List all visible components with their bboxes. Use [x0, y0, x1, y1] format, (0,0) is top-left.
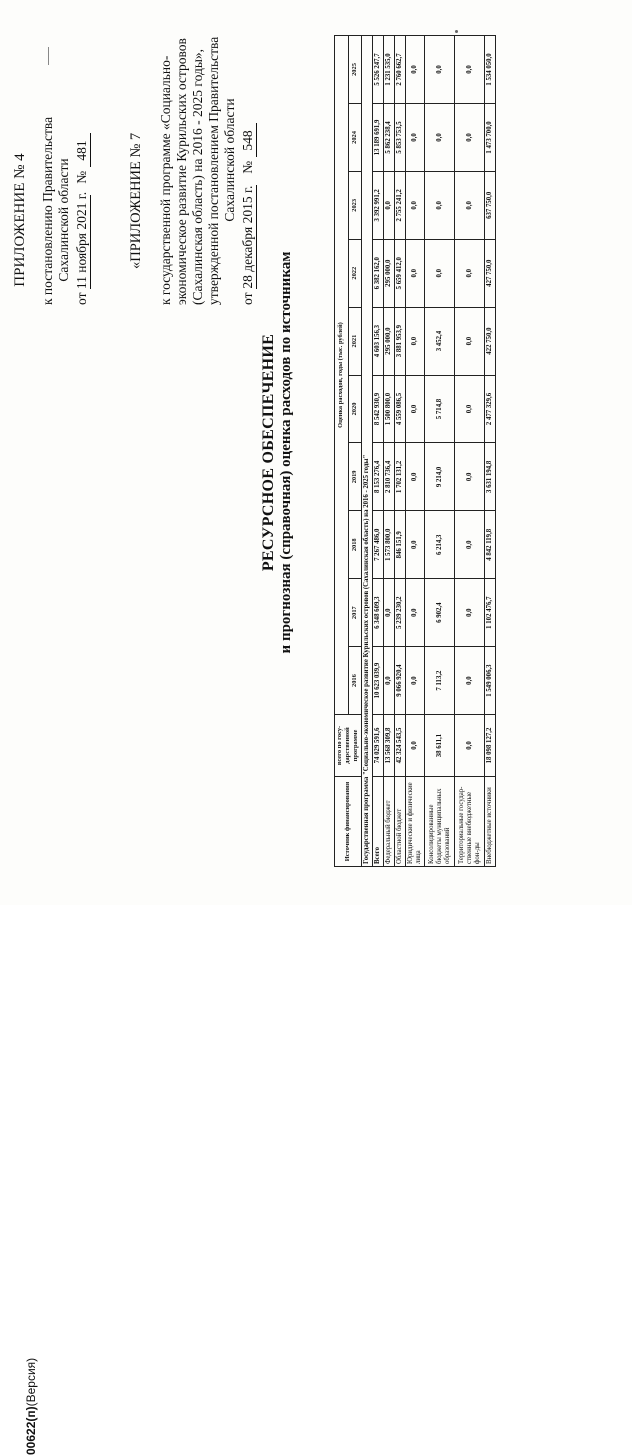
- table-cell: 5 853 753,5: [395, 103, 406, 171]
- row-total: 0,0: [406, 715, 425, 777]
- table-cell: 9 214,0: [425, 443, 455, 511]
- footer-version: (Версия): [24, 1357, 38, 1407]
- table-cell: 2 755 241,2: [395, 171, 406, 239]
- appendix-4-line1: к постановлению Правительства: [40, 116, 55, 305]
- table-cell: 2 477 329,6: [485, 375, 496, 443]
- table-cell: 5 659 412,0: [395, 239, 406, 307]
- row-total: 18 098 127,2: [485, 715, 496, 777]
- appendix-7-block: [128, 15, 257, 305]
- appendix-4-from: от: [74, 292, 89, 305]
- table-body: [362, 36, 496, 867]
- row-label: Юридические и физические лица: [406, 777, 425, 867]
- table-cell: 0,0: [425, 171, 455, 239]
- table-cell: 4 603 156,3: [373, 307, 384, 375]
- appendix-7-line5: Сахалинской области: [222, 98, 237, 222]
- row-total: 42 324 543,5: [395, 715, 406, 777]
- table-cell: 637 750,0: [485, 171, 496, 239]
- table-cell: 1 549 006,3: [485, 647, 496, 715]
- appendix-7-line1: к государственной программе «Социально-: [158, 55, 173, 305]
- year-header: 2016: [348, 647, 362, 715]
- row-label: Областной бюджет: [395, 777, 406, 867]
- row-total: 0,0: [455, 715, 485, 777]
- year-header: 2017: [348, 579, 362, 647]
- appendix-7-line4: утвержденной постановлением Правительства: [206, 36, 221, 305]
- table-cell: 422 750,0: [485, 307, 496, 375]
- table-cell: 0,0: [455, 579, 485, 647]
- table-cell: 0,0: [455, 36, 485, 104]
- row-total: 13 568 309,8: [384, 715, 395, 777]
- table-row: [384, 36, 395, 867]
- table-cell: 3 881 953,9: [395, 307, 406, 375]
- table-cell: 2 760 662,7: [395, 36, 406, 104]
- table-cell: 0,0: [455, 511, 485, 579]
- table-cell: 6 902,4: [425, 579, 455, 647]
- scan-mark: [455, 30, 458, 33]
- header-estimate: Оценка расходов, годы (тыс. рублей): [335, 36, 349, 715]
- version-footer: [24, 1358, 38, 1455]
- appendix-4-line2: Сахалинской области: [56, 158, 71, 282]
- appendix-7-from: от: [240, 292, 255, 305]
- table-cell: 0,0: [455, 375, 485, 443]
- table-cell: 8 542 930,9: [373, 375, 384, 443]
- table-cell: 5 239 230,2: [395, 579, 406, 647]
- row-label: Территориальные государ-ственные внебюджетные фон-ды: [455, 777, 485, 867]
- table-cell: 5 714,8: [425, 375, 455, 443]
- table-cell: 427 750,0: [485, 239, 496, 307]
- row-total: 38 611,1: [425, 715, 455, 777]
- table-cell: 0,0: [425, 239, 455, 307]
- table-cell: 10 623 039,9: [373, 647, 384, 715]
- table-cell: 5 526 247,7: [373, 36, 384, 104]
- appendix-4-number: 481: [74, 134, 91, 168]
- table-cell: 1 534 050,0: [485, 36, 496, 104]
- table-cell: 0,0: [455, 239, 485, 307]
- resource-table: [334, 35, 496, 867]
- table-cell: 0,0: [406, 103, 425, 171]
- year-header: 2024: [348, 103, 362, 171]
- appendix-4-block: [12, 116, 91, 305]
- table-cell: 8 153 276,4: [373, 443, 384, 511]
- table-row: [406, 36, 425, 867]
- appendix-7-number: 548: [240, 124, 257, 158]
- footer-code: 00622(п): [24, 1406, 38, 1455]
- table-cell: 0,0: [406, 375, 425, 443]
- table-cell: 4 559 086,5: [395, 375, 406, 443]
- table-cell: 5 862 238,4: [384, 103, 395, 171]
- table-cell: 846 151,9: [395, 511, 406, 579]
- table-cell: 1 573 800,0: [384, 511, 395, 579]
- table-cell: 295 000,0: [384, 307, 395, 375]
- appendix-7-heading: «ПРИЛОЖЕНИЕ № 7: [128, 132, 144, 269]
- table-cell: 1 702 131,2: [395, 443, 406, 511]
- row-label: Всего: [373, 777, 384, 867]
- table-cell: 3 631 194,8: [485, 443, 496, 511]
- table-cell: 7 267 486,0: [373, 511, 384, 579]
- table-cell: 6 214,3: [425, 511, 455, 579]
- table-cell: 0,0: [406, 239, 425, 307]
- year-header: 2025: [348, 36, 362, 104]
- appendix-7-no: №: [240, 160, 255, 174]
- table-row: [373, 36, 384, 867]
- table-cell: 0,0: [406, 647, 425, 715]
- table-row: [485, 36, 496, 867]
- table-row: [425, 36, 455, 867]
- table-cell: 0,0: [406, 443, 425, 511]
- table-cell: 0,0: [384, 171, 395, 239]
- table-cell: 0,0: [455, 443, 485, 511]
- program-title: Государственная программа "Социально-экономическое развитие Курильских островов (Сахалинская область) на 2016 - 2025 годы": [362, 36, 373, 867]
- table-cell: 295 000,0: [384, 239, 395, 307]
- table-cell: 1 473 700,0: [485, 103, 496, 171]
- appendix-7-line2: экономическое развитие Курильских островов: [174, 38, 189, 305]
- header-total: всего по госу-дарственной программе: [335, 715, 362, 777]
- header-source: Источник финансирования: [335, 777, 362, 867]
- table-cell: 0,0: [455, 307, 485, 375]
- table-cell: 2 810 736,4: [384, 443, 395, 511]
- table-cell: 0,0: [425, 103, 455, 171]
- year-header: 2020: [348, 375, 362, 443]
- appendix-4-no: №: [74, 170, 89, 184]
- table-cell: 0,0: [384, 579, 395, 647]
- table-cell: 0,0: [384, 647, 395, 715]
- year-header: 2018: [348, 511, 362, 579]
- table-cell: 0,0: [406, 171, 425, 239]
- table-cell: 9 066 920,4: [395, 647, 406, 715]
- year-header: 2021: [348, 307, 362, 375]
- table-row: [455, 36, 485, 867]
- table-cell: 1 500 800,0: [384, 375, 395, 443]
- table-cell: 3 392 991,2: [373, 171, 384, 239]
- document-subtitle: и прогнозная (справочная) оценка расходов по источникам: [278, 251, 294, 654]
- document-title: РЕСУРСНОЕ ОБЕСПЕЧЕНИЕ: [260, 333, 277, 572]
- row-label: Консолидированные бюджеты муниципальных образований: [425, 777, 455, 867]
- table-cell: 0,0: [406, 511, 425, 579]
- table-cell: 0,0: [406, 36, 425, 104]
- year-header: 2022: [348, 239, 362, 307]
- scan-tick: [48, 47, 49, 65]
- row-total: 74 029 591,6: [373, 715, 384, 777]
- table-cell: 0,0: [455, 171, 485, 239]
- table-cell: 7 113,2: [425, 647, 455, 715]
- row-label: Внебюджетные источники: [485, 777, 496, 867]
- table-cell: 4 842 119,8: [485, 511, 496, 579]
- appendix-7-date: 28 декабря 2015 г.: [240, 185, 255, 289]
- program-row: [362, 36, 373, 867]
- table-cell: 0,0: [406, 307, 425, 375]
- table-row: [395, 36, 406, 867]
- table-cell: 1 102 476,7: [485, 579, 496, 647]
- appendix-7-line3: (Сахалинская область) на 2016 - 2025 годы»,: [190, 48, 205, 305]
- table-cell: 1 231 535,0: [384, 36, 395, 104]
- table-cell: 0,0: [425, 36, 455, 104]
- table-cell: 6 348 609,3: [373, 579, 384, 647]
- appendix-4-date: 11 ноября 2021 г.: [74, 191, 89, 290]
- year-header: 2019: [348, 443, 362, 511]
- table-cell: 3 452,4: [425, 307, 455, 375]
- row-label: Федеральный бюджет: [384, 777, 395, 867]
- table-cell: 0,0: [406, 579, 425, 647]
- table-cell: 0,0: [455, 647, 485, 715]
- appendix-4-heading: ПРИЛОЖЕНИЕ № 4: [12, 153, 28, 287]
- table-cell: 6 382 162,0: [373, 239, 384, 307]
- year-header: 2023: [348, 171, 362, 239]
- table-cell: 0,0: [455, 103, 485, 171]
- table-cell: 13 189 691,9: [373, 103, 384, 171]
